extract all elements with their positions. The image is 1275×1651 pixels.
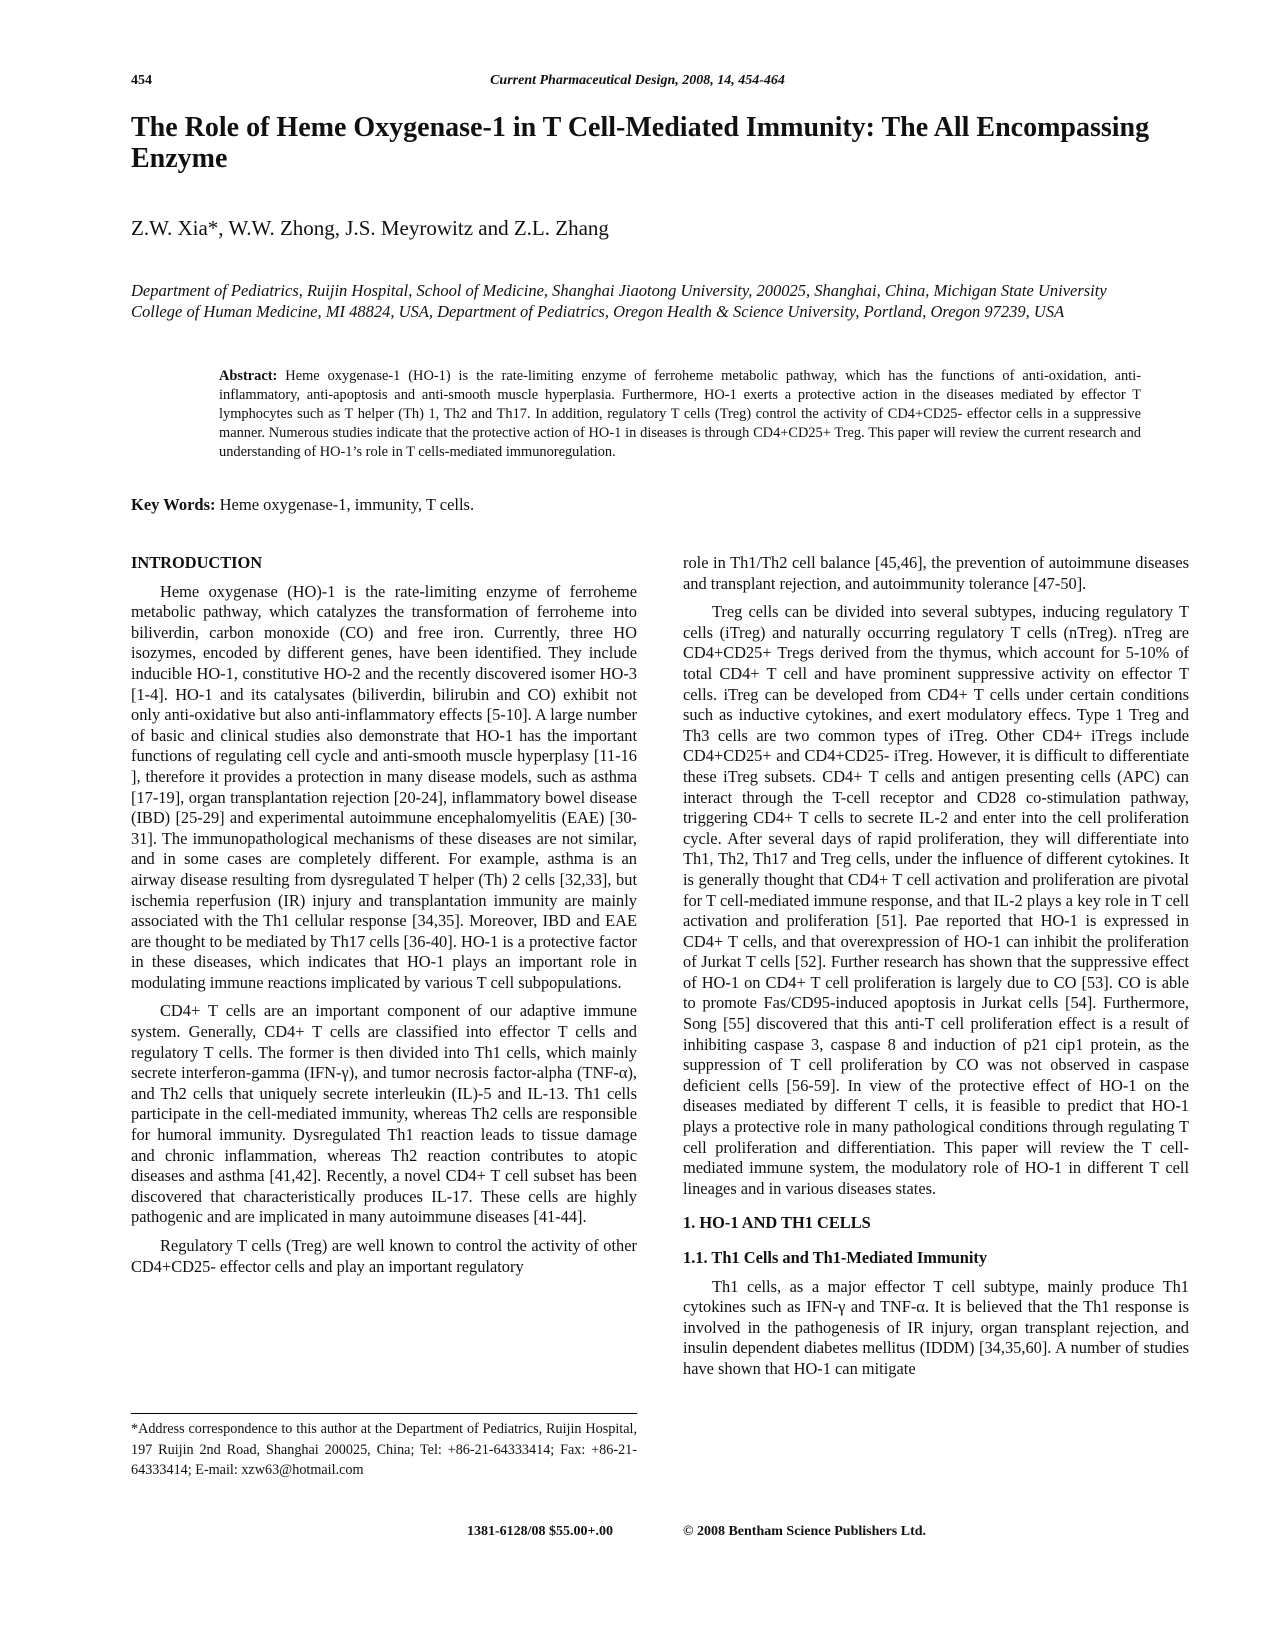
abstract-text: Heme oxygenase-1 (HO-1) is the rate-limiting enzyme of ferroheme metabolic pathway, which has the functions of anti-oxidation, anti-inflammatory, anti-apoptosis and anti-smooth muscle hyperplasia. Furthermore, HO-1 exerts a protective action in the diseases mediated by effector T lymphocytes such as T helper (Th) 1, Th2 and Th17. In addition, regulatory T cells (Treg) control the activity of CD4+CD25- effector cells in a suppressive manner. Numerous studies indicate that the protective action of HO-1 in diseases is through CD4+CD25+ Treg. This paper will review the current research and understanding of HO-1’s role in T cells-mediated immunoregulation. bbox=[219, 368, 1141, 460]
author-list: Z.W. Xia*, W.W. Zhong, J.S. Meyrowitz and Z.L. Zhang bbox=[131, 216, 609, 240]
correspondence-footnote: *Address correspondence to this author at the Department of Pediatrics, Ruijin Hospital, 197 Ruijin 2nd Road, Shanghai 200025, China; Tel: +86-21-64333414; Fax: +86-21-64333414; E-mail: xzw63@hotmail.com bbox=[131, 1421, 637, 1478]
section-heading: 1. HO-1 AND TH1 CELLS bbox=[683, 1213, 871, 1233]
paragraph: CD4+ T cells are an important component of our adaptive immune system. Generally, CD4+ T cells are classified into effector T cells and regulatory T cells. The former is then divided into Th1 cells, which mainly secrete interferon-gamma (IFN-γ), and tumor necrosis factor-alpha (TNF-α), and Th2 cells that uniquely secrete interleukin (IL)-5 and IL-13. Th1 cells participate in the cell-mediated immunity, whereas Th2 cells are responsible for humoral immunity. Dysregulated Th1 reaction leads to tissue damage and chronic inflammation, whereas Th2 reaction contributes to atopic diseases and asthma [41,42]. Recently, a novel CD4+ T cell subset has been discovered that characteristically produces IL-17. These cells are highly pathogenic and are implicated in many autoimmune diseases [41-44]. bbox=[131, 1001, 637, 1227]
paragraph-continued: role in Th1/Th2 cell balance [45,46], the prevention of autoimmune diseases and transplant rejection, and autoimmunity tolerance [47-50]. bbox=[683, 553, 1189, 593]
subsection-heading: 1.1. Th1 Cells and Th1-Mediated Immunity bbox=[683, 1248, 988, 1267]
paragraph: Heme oxygenase (HO)-1 is the rate-limiting enzyme of ferroheme metabolic pathway, which catalyzes the transformation of ferroheme into biliverdin, carbon monoxide (CO) and free iron. Currently, three HO isozymes, encoded by different genes, have been identified. They include inducible HO-1, constitutive HO-2 and the recently discovered isomer HO-3 [1-4]. HO-1 and its catalysates (biliverdin, bilirubin and CO) exhibit not only anti-oxidative but also anti-inflammatory effects [5-10]. A large number of basic and clinical studies also demonstrate that HO-1 has the important functions of regulating cell cycle and anti-smooth muscle hyperplasy [11-16 ], therefore it provides a protection in many disease models, such as asthma [17-19], organ transplantation rejection [20-24], inflammatory bowel disease (IBD) [25-29] and experimental autoimmune encephalomyelitis (EAE) [30-31]. The immunopathological mechanisms of these diseases are not similar, and in some cases are completely different. For example, asthma is an airway disease resulting from dysregulated T helper (Th) 2 cells [32,33], but ischemia reperfusion (IR) injury and transplantation immunity are mainly associated with the Th1 cellular response [34,35]. Moreover, IBD and EAE are thought to be mediated by Th17 cells [36-40]. HO-1 is a protective factor in these diseases, which indicates that HO-1 plays an important role in modulating immune reactions implicated by various T cell subpopulations. bbox=[131, 581, 637, 992]
keywords bbox=[131, 495, 474, 515]
left-column bbox=[131, 553, 637, 1285]
issn-price: 1381-6128/08 $55.00+.00 bbox=[467, 1524, 614, 1539]
paragraph: Treg cells can be divided into several subtypes, inducing regulatory T cells (iTreg) and naturally occurring regulatory T cells (nTreg). nTreg are CD4+CD25+ Tregs derived from the thymus, which account for 5-10% of total CD4+ T cell and have prominent suppressive activity on effector T cells. iTreg can be developed from CD4+ T cells under certain conditions such as inductive cytokines, and exert modulatory effecs. Type 1 Treg and Th3 cells are two common types of iTreg. Other CD4+ iTregs include CD4+CD25+ and CD4+CD25- iTreg. However, it is difficult to differentiate these iTreg subsets. CD4+ T cells and antigen presenting cells (APC) can interact through the T-cell receptor and CD28 co-stimulation pathway, triggering CD4+ T cells to secrete IL-2 and enter into the cell proliferation cycle. After several days of rapid proliferation, they will differentiate into Th1, Th2, Th17 and Treg cells, under the influence of different cytokines. It is generally thought that CD4+ T cell activation and proliferation are pivotal for T cell-mediated immune response, and that IL-2 plays a key role in T cell activation and proliferation [51]. Pae reported that HO-1 is expressed in CD4+ T cells, and that overexpression of HO-1 can inhibit the proliferation of Jurkat T cells [52]. Further research has shown that the suppressive effect of HO-1 on CD4+ T cell proliferation is largely due to CO [53]. CO is able to promote Fas/CD95-induced apoptosis in Jurkat cells [54]. Furthermore, Song [55] discovered that this anti-T cell proliferation effect is a result of inhibiting caspase 3, caspase 8 and induction of p21 cip1 protein, as the suppression of T cell proliferation by CO was not observed in caspase deficient cells [56-59]. In view of the protective effect of HO-1 on the diseases mediated by different T cells, it is feasible to predict that HO-1 plays a protective role in many pathological conditions through regulating T cell proliferation and differentiation. This paper will review the T cell-mediated immune system, the modulatory role of HO-1 in different T cell lineages and in various diseases states. bbox=[683, 602, 1189, 1198]
author-affiliation: Department of Pediatrics, Ruijin Hospital, School of Medicine, Shanghai Jiaotong University, 200025, Shanghai, China, Michigan State University College of Human Medicine, MI 48824, USA, Department of Pediatrics, Oregon Health & Science University, Portland, Oregon 97239, USA bbox=[131, 281, 1107, 321]
footnote-divider bbox=[131, 1413, 637, 1414]
right-column bbox=[683, 553, 1189, 1388]
paragraph: Th1 cells, as a major effector T cell subtype, mainly produce Th1 cytokines such as IFN-γ and TNF-α. It is believed that the Th1 response is involved in the pathogenesis of IR injury, organ transplant rejection, and insulin dependent diabetes mellitus (IDDM) [34,35,60]. A number of studies have shown that HO-1 can mitigate bbox=[683, 1276, 1189, 1378]
abstract-label: Abstract: bbox=[219, 368, 278, 384]
journal-citation: Current Pharmaceutical Design, 2008, 14, 454-464 bbox=[490, 73, 785, 88]
copyright-notice: © 2008 Bentham Science Publishers Ltd. bbox=[683, 1524, 927, 1539]
section-heading-introduction: INTRODUCTION bbox=[131, 553, 263, 572]
article-title: The Role of Heme Oxygenase-1 in T Cell-Mediated Immunity: The All Encompassing Enzyme bbox=[131, 112, 1150, 174]
keywords-label: Key Words: bbox=[131, 495, 216, 514]
keywords-text: Heme oxygenase-1, immunity, T cells. bbox=[219, 495, 475, 514]
abstract bbox=[219, 367, 1141, 462]
paragraph: Regulatory T cells (Treg) are well known to control the activity of other CD4+CD25- effector cells and play an important regulatory bbox=[131, 1236, 637, 1276]
page-number: 454 bbox=[131, 73, 152, 88]
